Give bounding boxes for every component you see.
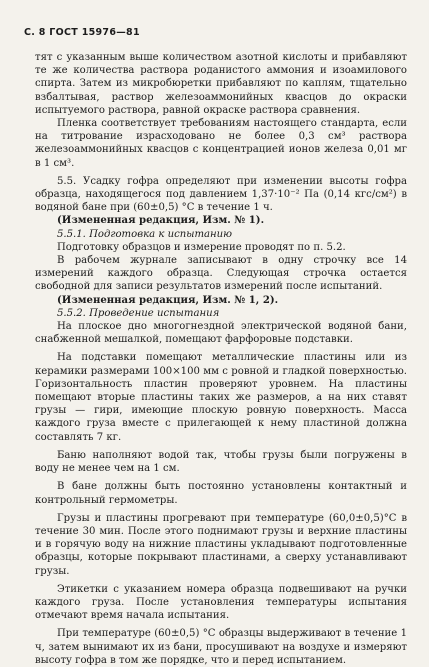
paragraph-water-fill: Баню наполняют водой так, чтобы грузы были погружены в воду не менее чем на 1 см.	[35, 449, 407, 475]
paragraph-film-compliance: Пленка соответствует требованиям настоящего стандарта, если на титрование израсходовано не более 0,3 см³ раствора железоаммонийных квасцов с концентрацией ионов железа 0,01 мг в 1 см³.	[35, 118, 407, 169]
paragraph-5-5: 5.5. Усадку гофра определяют при изменении высоты гофра образца, находящегося под давлением 1,37·10⁻² Па (0,14 кгс/см²) в водяной бане при (60±0,5) °С в течение 1 ч.	[35, 175, 407, 214]
amendment-note: (Измененная редакция, Изм. № 1, 2).	[57, 294, 279, 306]
section-heading-5-5-2: 5.5.2. Проведение испытания	[57, 307, 220, 319]
paragraph-preparation: Подготовку образцов и измерение проводят по п. 5.2.	[57, 241, 346, 253]
paragraph-labels: Этикетки с указанием номера образца подвешивают на ручки каждого груза. После установления температуры испытания отмечают время начала испытания.	[35, 583, 407, 622]
paragraph-exposure: При температуре (60±0,5) °С образцы выдерживают в течение 1 ч, затем вынимают их из бани, просушивают на воздухе и измеряют высоту гофра в том же порядке, что и перед испытанием.	[35, 628, 407, 666]
paragraph-plates: На подставки помещают металлические пластины или из керамики размерами 100×100 мм с ровной и гладкой поверхностью. Горизонтальность пластин проверяют уровнем. На пластины помещают вторые пластины таких же размеров, а на них ставят грузы — гири, имеющие плоскую ровную поверхность. Масса каждого груза вместе с прилегающей к нему пластиной должна составлять 7 кг.	[35, 352, 407, 443]
amendment-note: (Измененная редакция, Изм. № 1).	[57, 215, 265, 227]
paragraph-bath: На плоское дно многогнездной электрической водяной бани, снабженной мешалкой, помещают фарфоровые подставки.	[35, 321, 407, 346]
document-body	[35, 51, 407, 667]
paragraph-journal: В рабочем журнале записывают в одну строчку все 14 измерений каждого образца. Следующая строчка остается свободной для записи результатов измерений после испытаний.	[35, 255, 407, 293]
section-heading-5-5-1: 5.5.1. Подготовка к испытанию	[57, 228, 233, 240]
paragraph-sample-preparation: тят с указанным выше количеством азотной кислоты и прибавляют те же количества раствора роданистого аммония и изоамилового спирта. Затем из микробюретки прибавляют по каплям, тщательно взбалтывая, раствор железоаммонийных квасцов до окраски испытуемого раствора, равной окраске раствора сравнения.	[35, 52, 407, 116]
paragraph-heating: Грузы и пластины прогревают при температуре (60,0±0,5)°С в течение 30 мин. После этого поднимают грузы и верхние пластины и в горячую воду на нижние пластины укладывают подготовленные образцы, которые покрывают пластинами, а сверху устанавливают грузы.	[35, 512, 407, 577]
page-header: С. 8 ГОСТ 15976—81	[24, 27, 140, 38]
paragraph-thermometers: В бане должны быть постоянно установлены контактный и контрольный гермометры.	[35, 481, 407, 506]
